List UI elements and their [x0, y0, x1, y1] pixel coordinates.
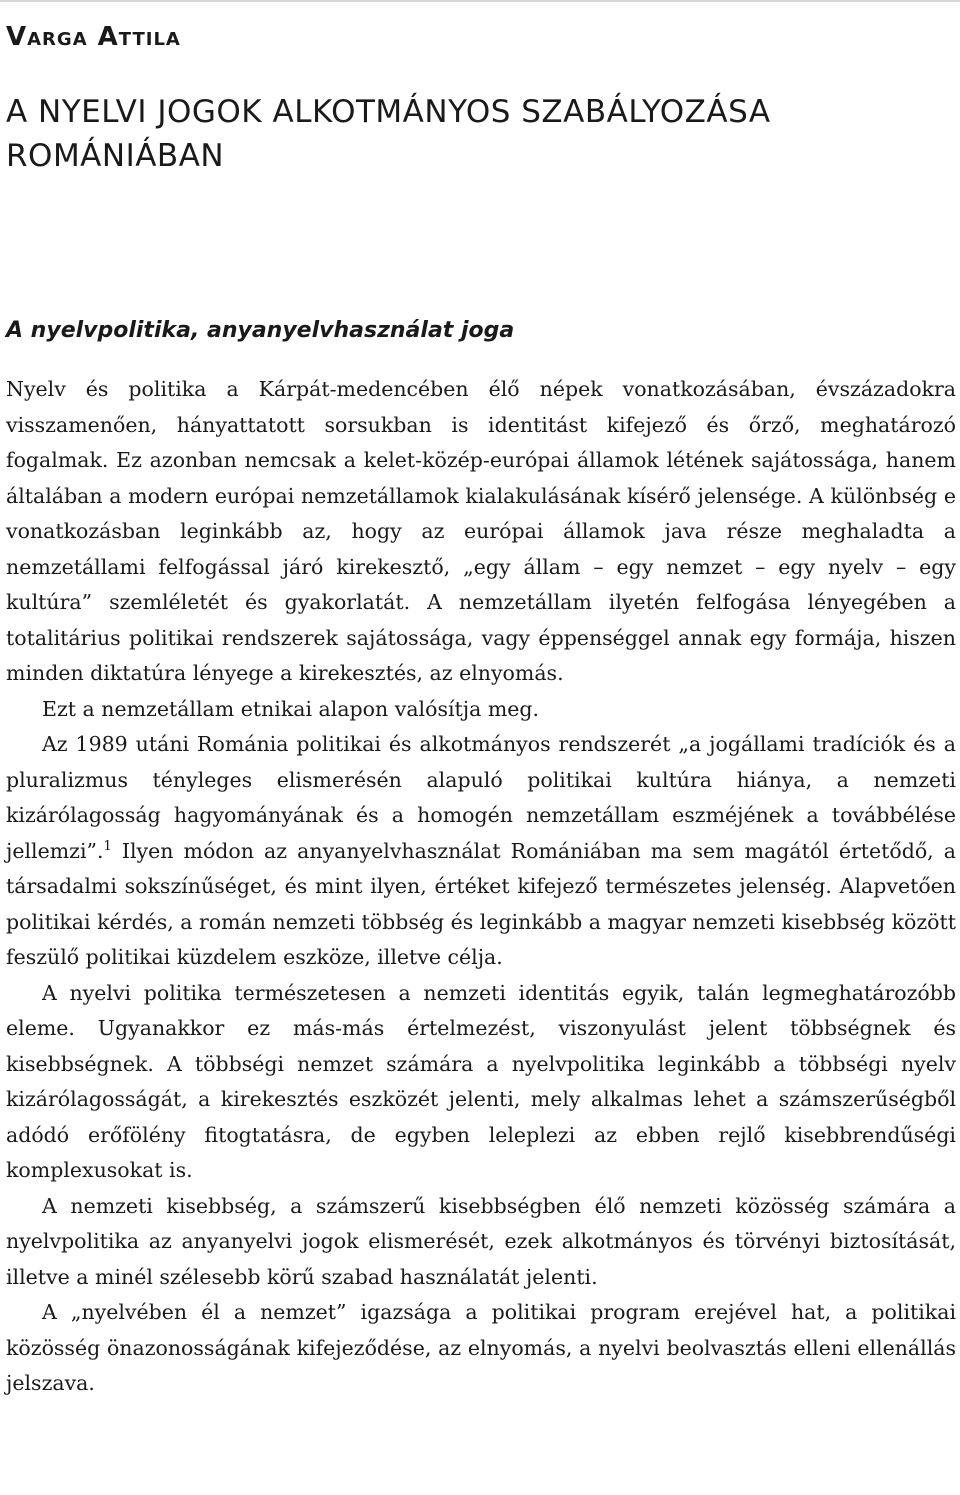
paragraph-3-part-1: Az 1989 utáni Románia politikai és alkotmányos rendszerét „a jogállami tradíciók és a pluralizmus tényleges elismerésén alapuló politikai kultúra hiánya, a nemzeti kizárólagosság hagyományának és a homogén nemzetállam eszméjének a továbbélése jellemzi”. [6, 732, 956, 863]
article-body [6, 372, 956, 1402]
paragraph-5: A nemzeti kisebbség, a számszerű kisebbségben élő nemzeti közösség számára a nyelvpolitika az anyanyelvi jogok elismerését, ezek alkotmányos és törvényi biztosítását, illetve a minél szélesebb körű szabad használatát jelenti. [6, 1193, 956, 1289]
paragraph-3-part-2: Ilyen módon az anyanyelvhasználat Romániában ma sem magától értetődő, a társadalmi sokszínűséget, és mint ilyen, értéket kifejező természetes jelenség. Alapvetően politikai kérdés, a román nemzeti többség és leginkább a magyar nemzeti kisebbség között feszülő politikai küzdelem eszköze, illetve célja. [6, 838, 956, 969]
top-rule [0, 0, 960, 2]
paragraph-4: A nyelvi politika természetesen a nemzeti identitás egyik, talán legmeghatározóbb eleme. Ugyanakkor ez más-más értelmezést, viszonyulást jelent többségnek és kisebbségnek. A többségi nemzet számára a nyelvpolitika leginkább a többségi nyelv kizárólagosságát, a kirekesztés eszközét jelenti, mely alkalmas lehet a számszerűségből adódó erőfölény fitogtatásra, de egyben leleplezi az ebben rejlő kisebbrendűségi komplexusokat is. [6, 980, 956, 1182]
footnote-marker[interactable]: 1 [103, 838, 112, 854]
article-title: A NYELVI JOGOK ALKOTMÁNYOS SZABÁLYOZÁSA ROMÁNIÁBAN [6, 94, 771, 174]
paragraph-2: Ezt a nemzetállam etnikai alapon valósítja meg. [42, 696, 540, 721]
paragraph-3 [6, 727, 956, 976]
document-page [6, 20, 956, 1402]
paragraph-1: Nyelv és politika a Kárpát-medencében élő népek vonatkozásában, évszázadokra visszamenően, hányattatott sorsukban is identitást kifejező és őrző, meghatározó fogalmak. Ez azonban nemcsak a kelet-közép-európai államok létének sajátossága, hanem általában a modern európai nemzetállamok kialakulásának kísérő jelensége. A különbség e vonatkozásban leginkább az, hogy az európai államok java része meghaladta a nemzetállami felfogással járó kirekesztő, „egy állam – egy nemzet – egy nyelv – egy kultúra” szemléletét és gyakorlatát. A nemzetállam ilyetén felfogása lényegében a totalitárius politikai rendszerek sajátossága, vagy éppenséggel annak egy formája, hiszen minden diktatúra lényege a kirekesztés, az elnyomás. [6, 377, 956, 685]
author-name: Varga Attila [6, 22, 181, 52]
paragraph-6: A „nyelvében él a nemzet” igazsága a politikai program erejével hat, a politikai közösség önazonosságának kifejeződése, az elnyomás, a nyelvi beolvasztás elleni ellenállás jelszava. [6, 1300, 956, 1395]
section-heading: A nyelvpolitika, anyanyelvhasználat joga [6, 318, 515, 343]
